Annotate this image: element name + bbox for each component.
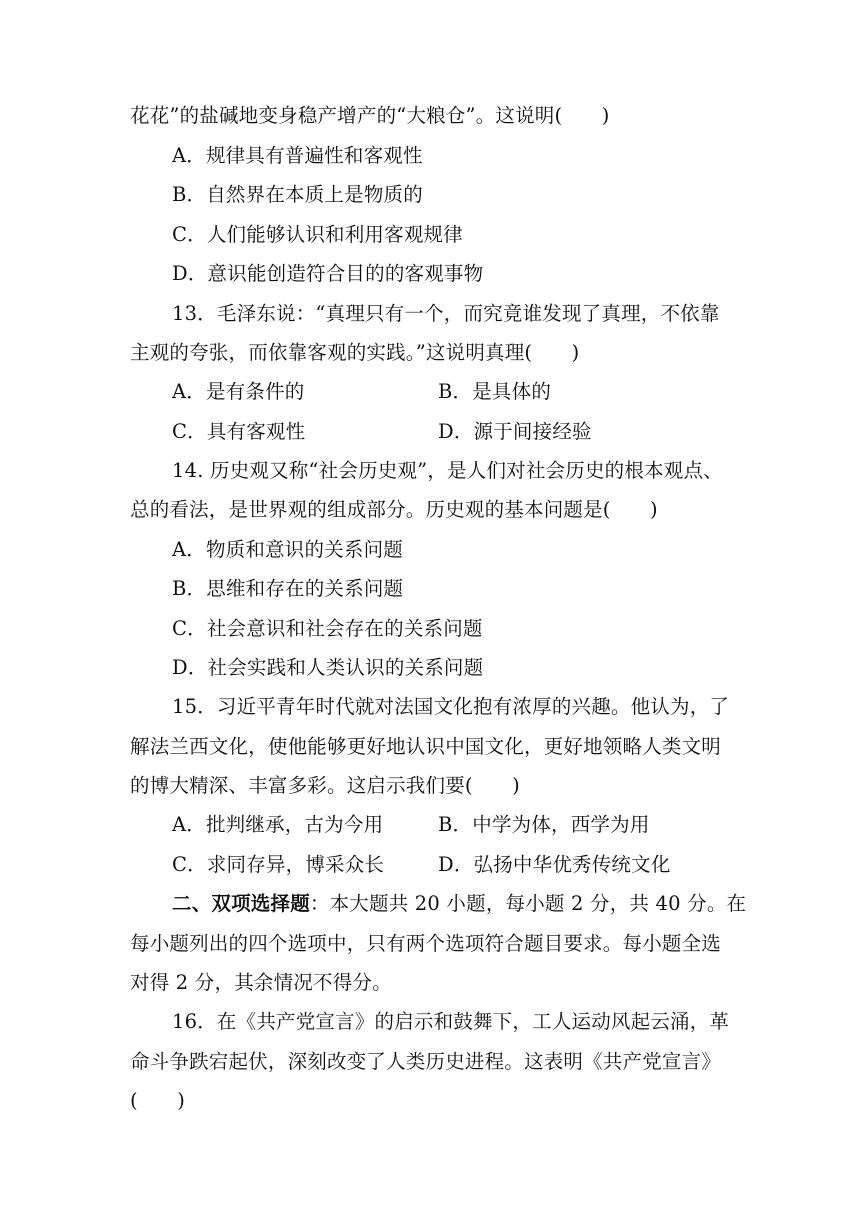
- q15-stem-line2: 解法兰西文化，使他能够更好地认识中国文化，更好地领略人类文明: [130, 735, 722, 758]
- q16-stem-line2: 命斗争跌宕起伏，深刻改变了人类历史进程。这表明《共产党宣言》: [130, 1050, 722, 1073]
- q16-answer-blank: ( ): [130, 1089, 186, 1112]
- q12-option-a: A．规律具有普遍性和客观性: [172, 144, 423, 167]
- q13-option-c: C．具有客观性: [172, 420, 306, 443]
- q13-stem-line2: 主观的夸张，而依靠客观的实践。”这说明真理( ): [130, 341, 580, 364]
- q14-option-a: A．物质和意识的关系问题: [172, 538, 403, 561]
- q13-option-d: D．源于间接经验: [438, 420, 592, 443]
- q15-stem-line1: 15．习近平青年时代就对法国文化抱有浓厚的兴趣。他认为，了: [172, 695, 730, 718]
- section2-heading-line1: [172, 892, 746, 916]
- section2-title: 二、双项选择题: [172, 892, 310, 915]
- q12-option-d: D．意识能创造符合目的的客观事物: [172, 262, 484, 285]
- section2-instructions-part1: ：本大题共 20 小题，每小题 2 分，共 40 分。在: [309, 892, 747, 915]
- q15-option-a: A．批判继承，古为今用: [172, 813, 384, 836]
- section2-instructions-line2: 每小题列出的四个选项中，只有两个选项符合题目要求。每小题全选: [130, 932, 722, 955]
- q13-option-b: B．是具体的: [438, 380, 552, 403]
- q12-stem-end: 花花”的盐碱地变身稳产增产的“大粮仓”。这说明( ): [130, 104, 610, 127]
- q14-option-c: C．社会意识和社会存在的关系问题: [172, 617, 483, 640]
- q12-option-b: B．自然界在本质上是物质的: [172, 183, 423, 206]
- q13-option-a: A．是有条件的: [172, 380, 305, 403]
- q15-option-d: D．弘扬中华优秀传统文化: [438, 853, 671, 876]
- section2-instructions-line3: 对得 2 分，其余情况不得分。: [130, 971, 392, 994]
- q15-option-b: B．中学为体，西学为用: [438, 813, 650, 836]
- q13-stem-line1: 13．毛泽东说：“真理只有一个，而究竟谁发现了真理，不依靠: [172, 302, 720, 325]
- q16-stem-line1: 16．在《共产党宣言》的启示和鼓舞下，工人运动风起云涌，革: [172, 1010, 730, 1033]
- q15-option-c: C．求同存异，博采众长: [172, 853, 385, 876]
- q14-stem-line1: 14. 历史观又称“社会历史观”，是人们对社会历史的根本观点、: [172, 459, 723, 482]
- q15-stem-line3: 的博大精深、丰富多彩。这启示我们要( ): [130, 774, 520, 797]
- q14-option-b: B．思维和存在的关系问题: [172, 577, 404, 600]
- q14-option-d: D．社会实践和人类认识的关系问题: [172, 656, 484, 679]
- q14-stem-line2: 总的看法，是世界观的组成部分。历史观的基本问题是( ): [130, 498, 658, 521]
- q12-option-c: C．人们能够认识和利用客观规律: [172, 223, 463, 246]
